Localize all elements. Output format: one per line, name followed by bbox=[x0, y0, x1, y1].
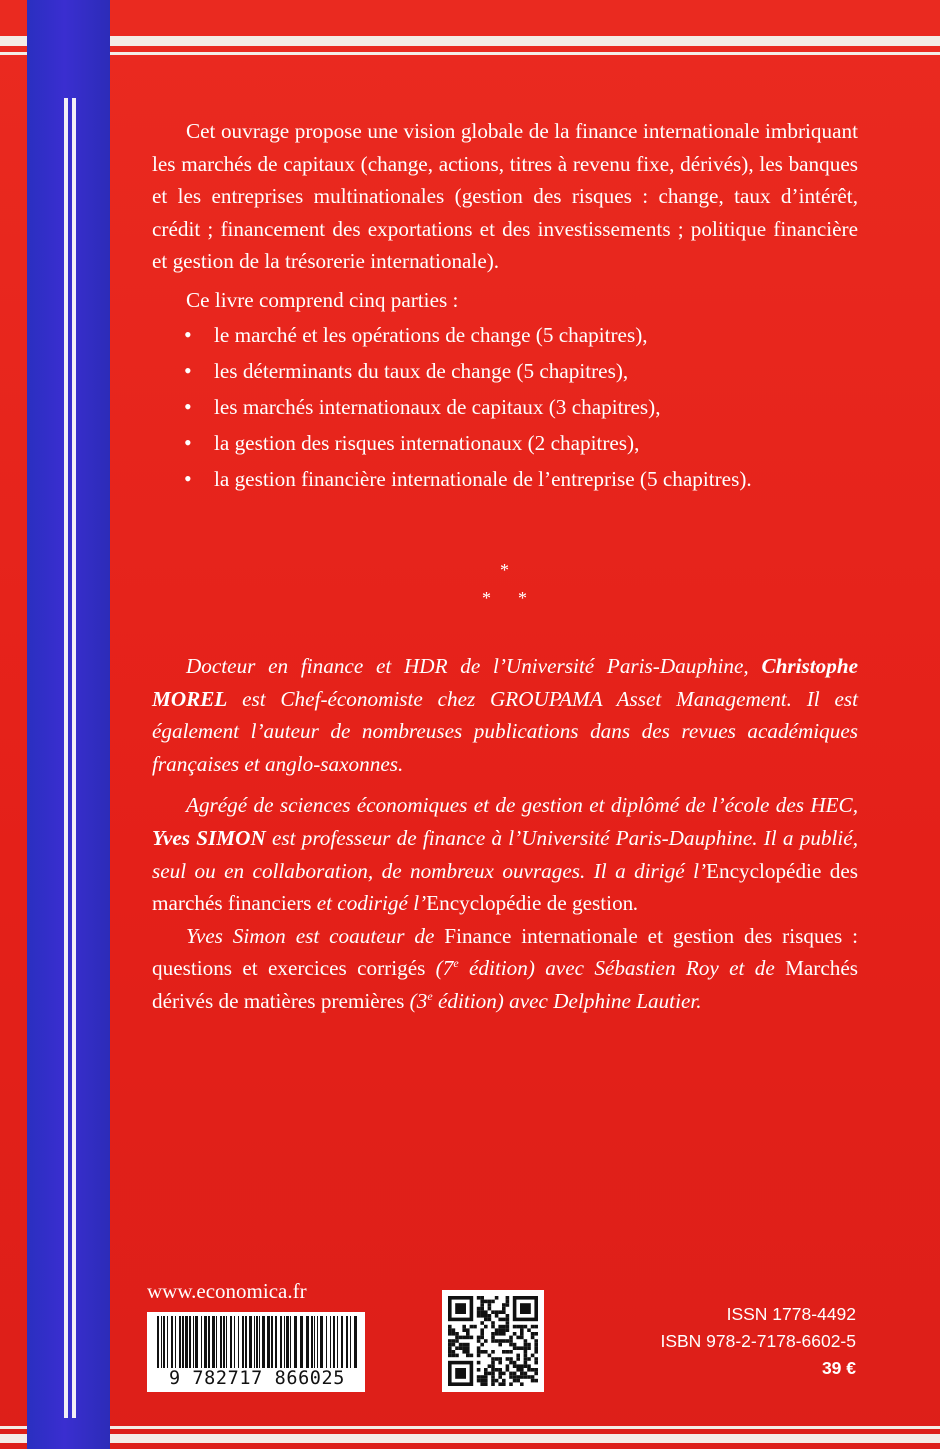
top-stripe bbox=[0, 36, 940, 46]
author-name: Christophe MOREL bbox=[152, 654, 859, 711]
isbn: ISBN 978-2-7178-6602-5 bbox=[660, 1331, 856, 1351]
bottom-stripe-thin bbox=[0, 1426, 940, 1429]
barcode-icon bbox=[153, 1316, 359, 1368]
intro-paragraph: Cet ouvrage propose une vision globale de la finance internationale imbriquant les marchés de capitaux (change, actions, titres à revenu fixe, dérivés), les banques et les entreprises multinationales (gestion des risques : change, taux d’intérêt, crédit ; financement des exportations et des investissements ; politique financière et gestion de la trésorerie internationale). bbox=[152, 119, 858, 274]
barcode-digits: 9 782717 866025 bbox=[168, 1368, 346, 1389]
star-icon: * bbox=[500, 560, 509, 580]
bottom-stripe bbox=[0, 1434, 940, 1443]
parts-list bbox=[152, 317, 858, 497]
price: 39 € bbox=[821, 1358, 856, 1378]
bullet-icon: • bbox=[184, 357, 192, 383]
publisher-website: www.economica.fr bbox=[147, 1279, 307, 1303]
coauthor-note: Yves Simon est coauteur de Finance internationale et gestion des risques : questions et exercices corrigés (7e édition) avec Sébastien Roy et de Marchés dérivés de matières premières (3e édition) avec Delphine Lautier. bbox=[152, 923, 859, 1013]
book-title: Finance internationale et gestion des risques : questions et exercices corrigés bbox=[152, 923, 858, 981]
list-item: • la gestion des risques internationaux (2 chapitres), bbox=[184, 425, 858, 461]
simon-bio: Agrégé de sciences économiques et de gestion et diplômé de l’école des HEC, Yves SIMON est professeur de finance à l’Université Paris-Dauphine. Il a publié, seul ou en collaboration, de nombreux ouvrages. Il a dirigé l’Encyclopédie des marchés financiers et codirigé l’Encyclopédie de gestion. bbox=[152, 793, 858, 916]
isbn-block bbox=[660, 1301, 856, 1382]
author-name: Yves SIMON bbox=[152, 825, 266, 850]
description bbox=[152, 115, 858, 497]
list-item: • les marchés internationaux de capitaux (3 chapitres), bbox=[184, 389, 858, 425]
bullet-icon: • bbox=[184, 393, 192, 419]
book-title: Marchés dérivés de matières premières bbox=[152, 956, 859, 1013]
author-bios bbox=[152, 650, 858, 1018]
bullet-icon: • bbox=[184, 429, 192, 455]
list-item: • les déterminants du taux de change (5 chapitres), bbox=[184, 353, 858, 389]
list-item: • le marché et les opérations de change (5 chapitres), bbox=[184, 317, 858, 353]
qr-code-icon bbox=[448, 1296, 538, 1386]
morel-bio: Docteur en finance et HDR de l’Université Paris-Dauphine, Christophe MOREL est Chef-économiste chez GROUPAMA Asset Management. Il est également l’auteur de nombreuses publications dans des revues académiques françaises et anglo-saxonnes. bbox=[152, 654, 859, 776]
book-title: Encyclopédie de gestion bbox=[426, 891, 634, 916]
asterism-separator bbox=[470, 560, 550, 610]
book-title: Encyclopédie des marchés financiers bbox=[152, 858, 858, 916]
top-stripe-thin bbox=[0, 52, 940, 55]
star-icon: * bbox=[482, 588, 491, 608]
star-icon: * bbox=[518, 588, 527, 608]
bullet-icon: • bbox=[184, 321, 192, 347]
qr-code bbox=[442, 1290, 544, 1392]
vertical-rule bbox=[72, 98, 76, 1418]
list-item: • la gestion financière internationale de l’entreprise (5 chapitres). bbox=[184, 461, 858, 497]
parts-intro: Ce livre comprend cinq parties : bbox=[186, 287, 459, 312]
vertical-rule bbox=[64, 98, 68, 1418]
isbn-barcode bbox=[147, 1312, 365, 1392]
blue-vertical-band bbox=[27, 0, 110, 1449]
issn: ISSN 1778-4492 bbox=[726, 1304, 856, 1324]
bullet-icon: • bbox=[184, 465, 192, 491]
